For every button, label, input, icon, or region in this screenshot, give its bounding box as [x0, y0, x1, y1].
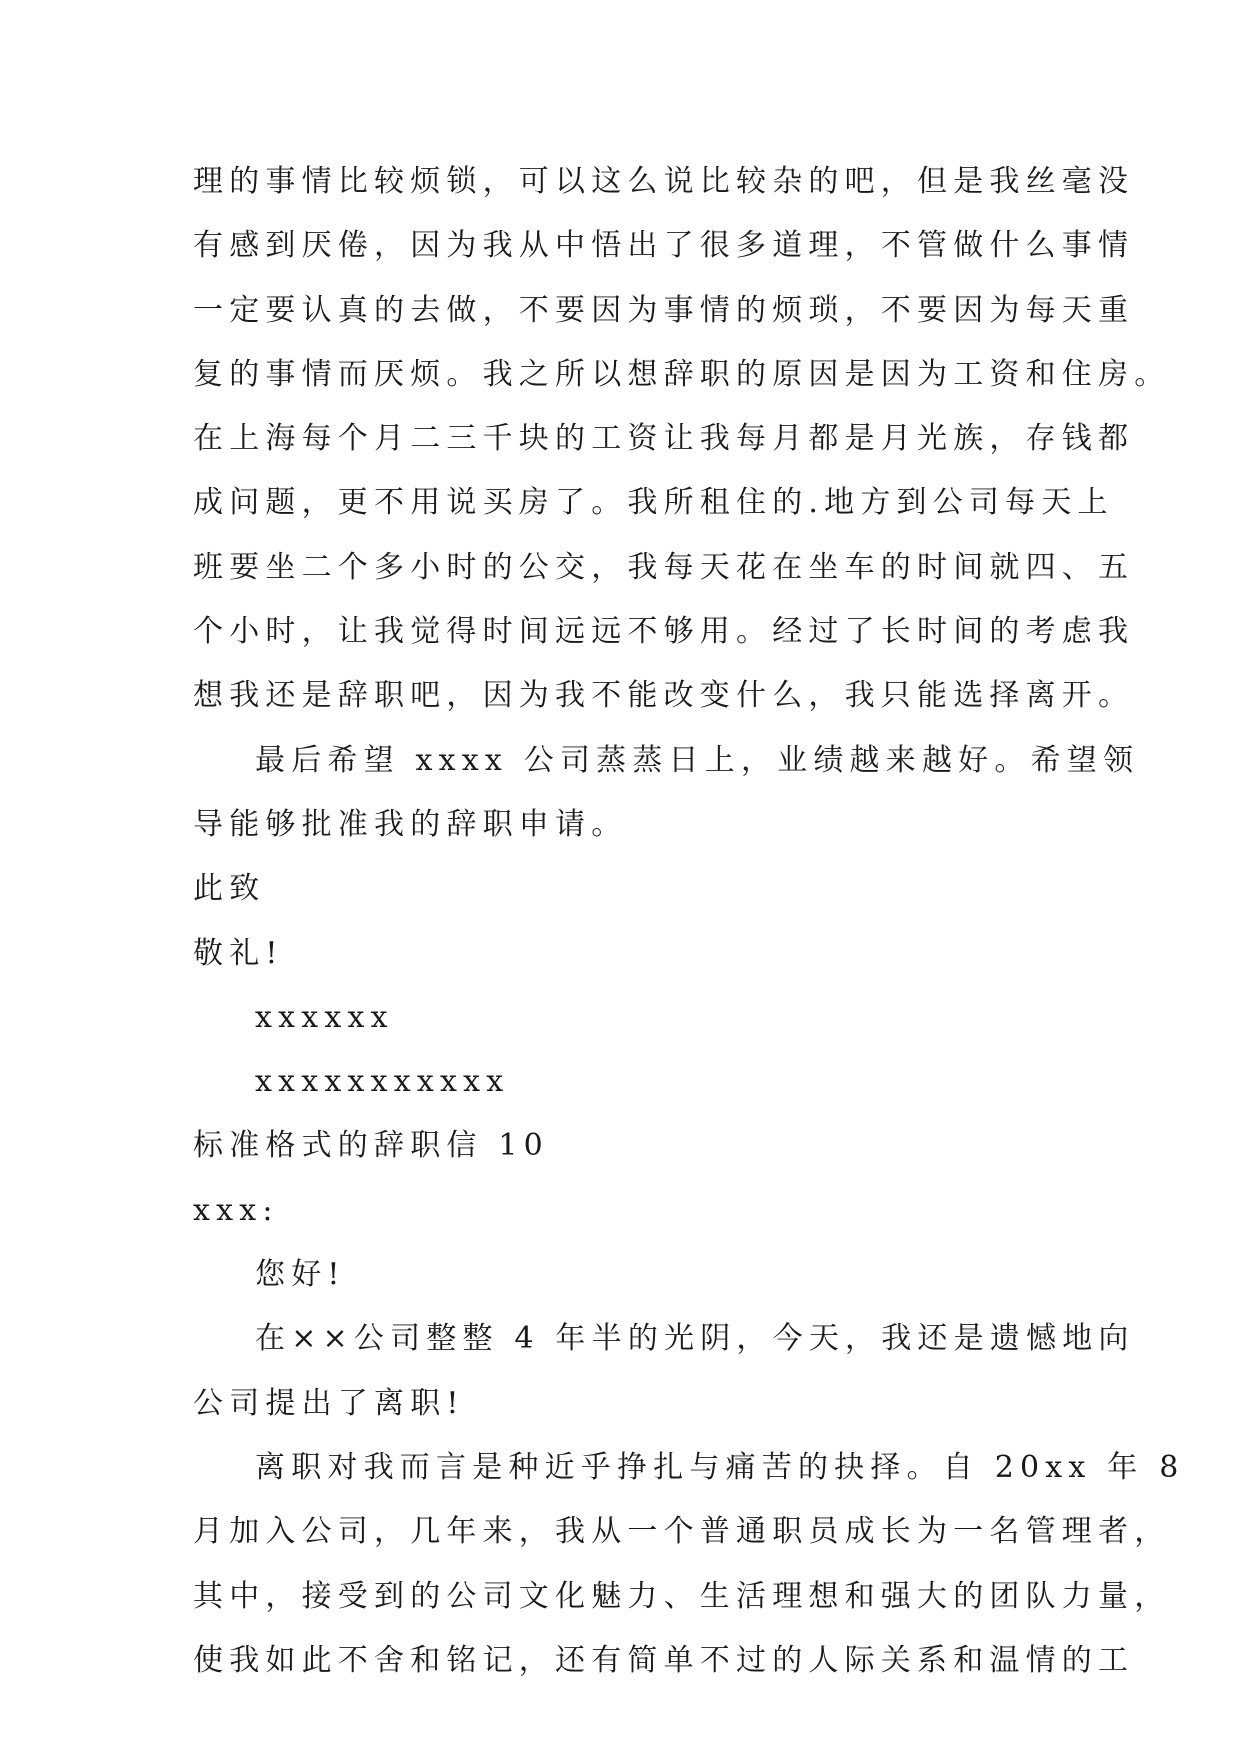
closing-regards: 敬礼!	[193, 935, 284, 971]
text-line: 在××公司整整 4 年半的光阴，今天，我还是遗憾地向	[255, 1321, 1135, 1357]
section-title: 标准格式的辞职信 10	[193, 1128, 549, 1164]
text-line: 一定要认真的去做，不要因为事情的烦琐，不要因为每天重	[193, 292, 1135, 328]
closing-salutation: 此致	[193, 871, 266, 907]
text-line: 最后希望 xxxx 公司蒸蒸日上，业绩越来越好。希望领	[255, 742, 1140, 778]
signature-date: xxxxxxxxxxx	[255, 1064, 510, 1100]
text-line: 月加入公司，几年来，我从一个普通职员成长为一名管理者，	[193, 1514, 1171, 1550]
text-line: 在上海每个月二三千块的工资让我每月都是月光族，存钱都	[193, 421, 1135, 457]
text-line: 离职对我而言是种近乎挣扎与痛苦的抉择。自 20xx 年 8	[255, 1449, 1185, 1485]
text-line: 想我还是辞职吧，因为我不能改变什么，我只能选择离开。	[193, 678, 1135, 714]
text-line: 成问题，更不用说买房了。我所租住的.地方到公司每天上	[193, 485, 1114, 521]
text-line: 使我如此不舍和铭记，还有简单不过的人际关系和温情的工	[193, 1642, 1135, 1678]
text-line: 公司提出了离职!	[193, 1385, 465, 1421]
document-body	[193, 150, 1185, 1693]
signature-name: xxxxxx	[255, 999, 394, 1035]
text-line: 班要坐二个多小时的公交，我每天花在坐车的时间就四、五	[193, 549, 1135, 585]
text-line: 个小时，让我觉得时间远远不够用。经过了长时间的考虑我	[193, 614, 1135, 650]
text-line: 其中，接受到的公司文化魅力、生活理想和强大的团队力量，	[193, 1578, 1171, 1614]
text-line: 理的事情比较烦锁，可以这么说比较杂的吧，但是我丝毫没	[193, 164, 1135, 199]
text-line: 有感到厌倦，因为我从中悟出了很多道理，不管做什么事情	[193, 228, 1135, 264]
text-line: 复的事情而厌烦。我之所以想辞职的原因是因为工资和住房。	[193, 356, 1171, 392]
greeting-line: 您好!	[255, 1257, 346, 1293]
recipient-line: xxx:	[193, 1192, 279, 1228]
text-line: 导能够批准我的辞职申请。	[193, 806, 628, 842]
